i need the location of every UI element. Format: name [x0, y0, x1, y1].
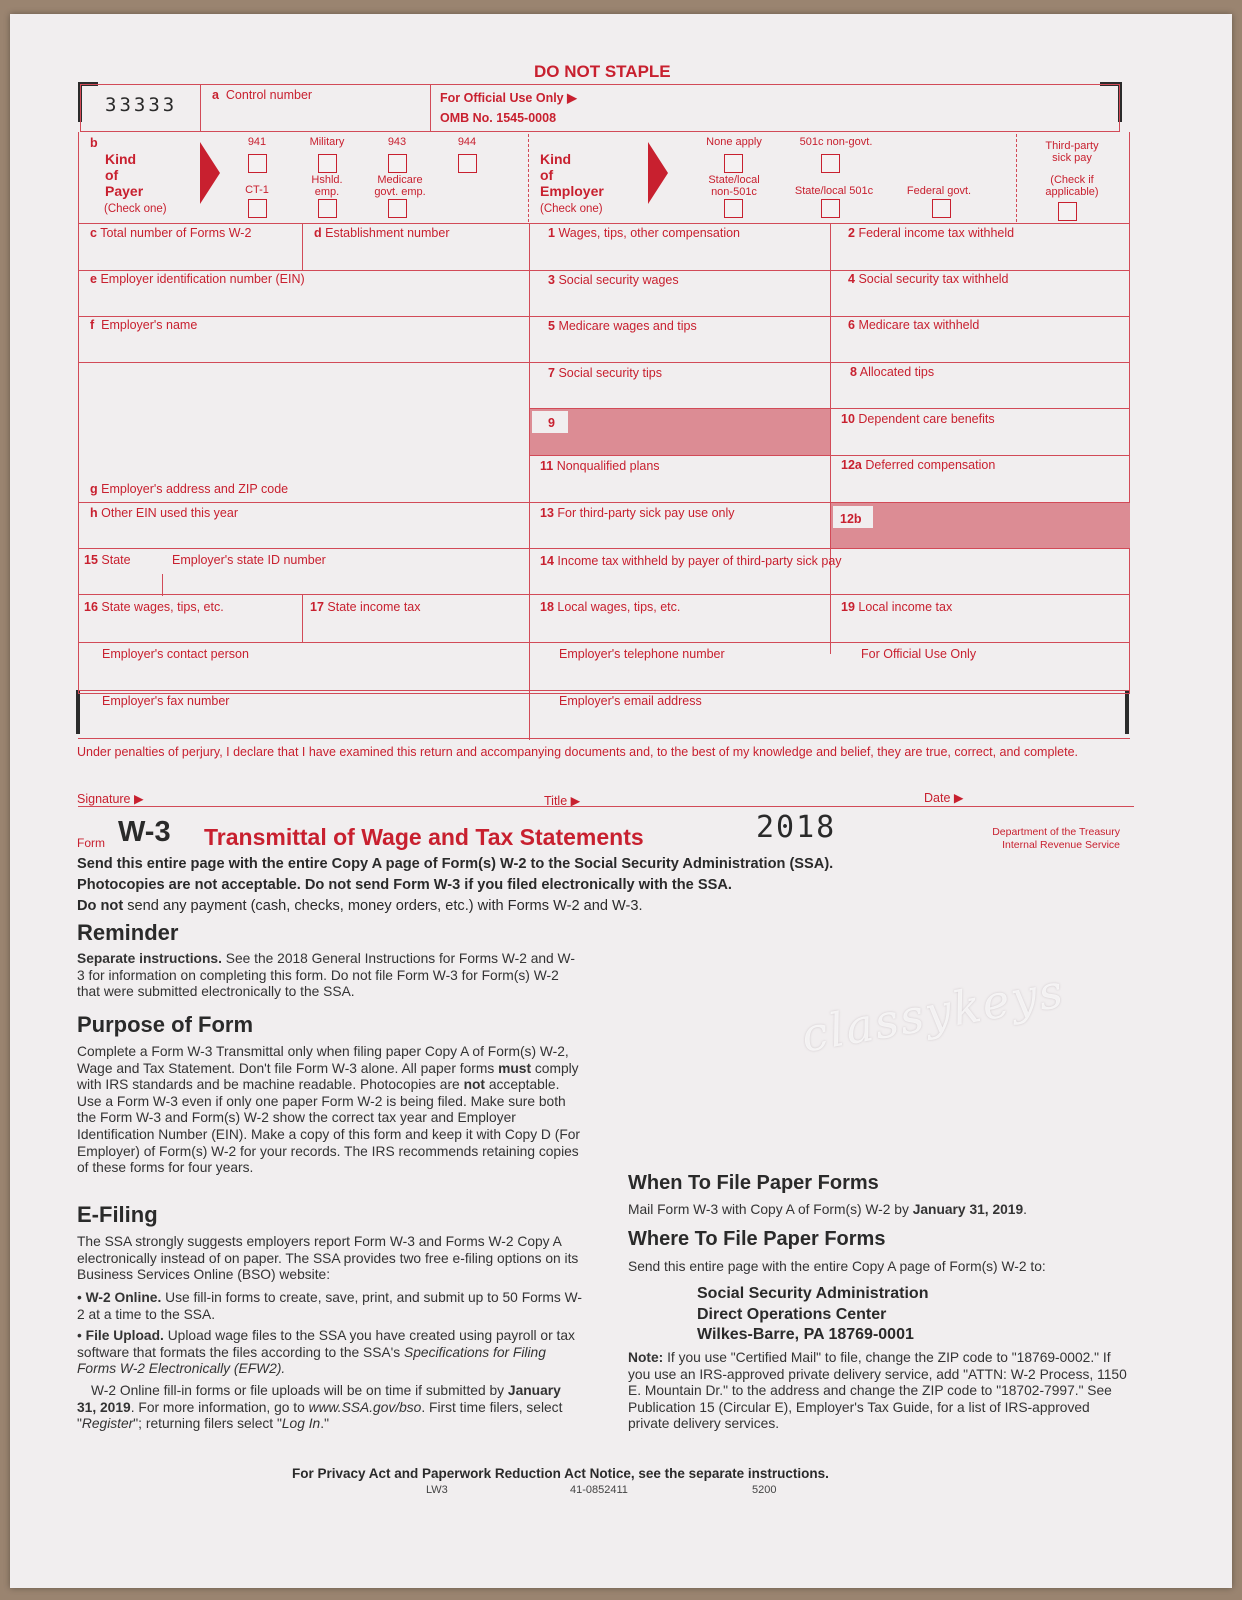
- checkbox-943[interactable]: [388, 154, 407, 173]
- box-12b-label: 12b: [840, 512, 862, 526]
- opt-state-501c-label: State/local 501c: [794, 185, 874, 197]
- efiling-bullet-w2-online: • W-2 Online. Use fill-in forms to create, save, print, and submit up to 50 Forms W-2 at a time to the SSA.: [77, 1290, 582, 1322]
- hline: [78, 690, 1130, 691]
- checkbox-third-party[interactable]: [1058, 202, 1077, 221]
- hline: [529, 270, 1130, 271]
- payer-arrow-icon: [200, 142, 220, 204]
- efiling-intro: The SSA strongly suggests employers report Form W-3 and Forms W-2 Copy A electronically instead of on paper. The SSA provides two free e-filing options on its Business Services Online (BSO) website:: [77, 1234, 579, 1283]
- hline: [78, 502, 530, 503]
- watermark: classykeys: [797, 963, 1069, 1063]
- box-1-label: 1 Wages, tips, other compensation: [548, 226, 741, 240]
- form-number: W-3: [118, 816, 171, 848]
- hline: [78, 642, 1130, 643]
- box-f-label: f Employer's name: [90, 318, 198, 332]
- when-heading: When To File Paper Forms: [628, 1172, 879, 1194]
- where-heading: Where To File Paper Forms: [628, 1228, 886, 1250]
- when-text: Mail Form W-3 with Copy A of Form(s) W-2 by January 31, 2019.: [628, 1202, 1027, 1217]
- hline: [529, 316, 1130, 317]
- opt-state-non501c-label: State/local non-501c: [708, 174, 760, 198]
- box-15-state-id-label: Employer's state ID number: [172, 553, 326, 567]
- opt-none-apply-label: None apply: [706, 136, 762, 148]
- box-b-letter: b: [90, 136, 98, 150]
- form-word: Form: [77, 836, 105, 850]
- title-field[interactable]: Title ▶: [544, 794, 581, 808]
- box-14-label: 14 Income tax withheld by payer of third-party sick pay: [540, 554, 842, 568]
- kind-of-employer-title: Kind of Employer: [540, 151, 604, 199]
- checkbox-state-non501c[interactable]: [724, 199, 743, 218]
- footer-code-catalog: 41-0852411: [570, 1484, 628, 1496]
- box-9-shaded: [530, 409, 830, 455]
- w3-form-page: [10, 14, 1232, 1588]
- box-12b-shaded: [831, 503, 1130, 548]
- box-3-label: 3 Social security wages: [548, 273, 679, 287]
- box-12a-label: 12a Deferred compensation: [841, 458, 996, 472]
- checkbox-501c-nongovt[interactable]: [821, 154, 840, 173]
- official-use-only-label: For Official Use Only: [861, 647, 977, 661]
- email-label: Employer's email address: [559, 694, 702, 708]
- footer-code-lw3: LW3: [426, 1484, 448, 1496]
- where-text: Send this entire page with the entire Copy A page of Form(s) W-2 to:: [628, 1259, 1046, 1274]
- form-title: Transmittal of Wage and Tax Statements: [204, 824, 644, 850]
- hline: [529, 548, 1130, 549]
- divider: [200, 84, 201, 132]
- box-4-label: 4 Social security tax withheld: [848, 272, 1009, 286]
- box-6-label: 6 Medicare tax withheld: [848, 318, 980, 332]
- dashed-divider: [1016, 134, 1017, 222]
- box-d-label: d Establishment number: [314, 226, 450, 240]
- form-code: 33333: [105, 94, 178, 116]
- fax-number-label: Employer's fax number: [102, 694, 230, 708]
- payer-check-one: (Check one): [104, 203, 167, 215]
- opt-941-label: 941: [247, 136, 267, 148]
- box-11-label: 11 Nonqualified plans: [540, 459, 660, 473]
- efiling-heading: E-Filing: [77, 1202, 158, 1227]
- purpose-text: Complete a Form W-3 Transmittal only when filing paper Copy A of Form(s) W-2, Wage and Tax Statement. Don't file Form W-3 alone. All paper forms must comply with IRS standards and be machine readable. Photocopies are not acceptable. Use a Form W-3 even if only one paper Form W-2 is being filed. Make sure both the Form W-3 and Form(s) W-2 show the correct tax year and Employer Identification Number (EIN). Make a copy of this form and keep it with Copy D (For Employer) of Form(s) W-2 for your records. The IRS recommends retaining copies of these forms for four years.: [77, 1044, 581, 1176]
- control-number-label: a Control number: [212, 88, 313, 102]
- box-15-label: 15 State: [84, 553, 131, 567]
- kind-row: [78, 132, 1130, 224]
- box-9-label: 9: [548, 416, 555, 430]
- divider: [162, 574, 163, 596]
- opt-943-label: 943: [387, 136, 407, 148]
- opt-federal-govt-label: Federal govt.: [906, 185, 972, 197]
- divider: [430, 84, 431, 132]
- send-instructions: Send this entire page with the entire Copy A page of Form(s) W-2 to the Social Security Administration (SSA). Photocopies are not acceptable. Do not send Form W-3 if you filed electronically with the SSA. Do not send any payment (cash, checks, money orders, etc.) with Forms W-2 and W-3.: [77, 856, 834, 914]
- box-2-label: 2 Federal income tax withheld: [848, 226, 1015, 240]
- privacy-notice: For Privacy Act and Paperwork Reduction Act Notice, see the separate instructions.: [292, 1466, 829, 1481]
- checkbox-ct1[interactable]: [248, 199, 267, 218]
- divider: [302, 224, 303, 270]
- hline: [78, 270, 530, 271]
- employer-check-one: (Check one): [540, 203, 603, 215]
- box-8-label: 8 Allocated tips: [850, 365, 935, 379]
- signature-line: [78, 806, 1134, 807]
- divider: [302, 594, 303, 642]
- footer-code-5200: 5200: [752, 1484, 777, 1496]
- reminder-text: Separate instructions. See the 2018 General Instructions for Forms W-2 and W-3 for information on completing this form. Do not file Form W-3 for Form(s) W-2 that were submitted electronically to the SSA.: [77, 951, 575, 1000]
- dashed-divider: [528, 134, 529, 222]
- checkbox-hshld[interactable]: [318, 199, 337, 218]
- hline: [529, 362, 1130, 363]
- box-g-label: g Employer's address and ZIP code: [90, 482, 289, 496]
- checkbox-military[interactable]: [318, 154, 337, 173]
- omb-number: OMB No. 1545-0008: [440, 111, 557, 125]
- employer-arrow-icon: [648, 142, 668, 204]
- hline: [78, 548, 530, 549]
- official-use-label: For Official Use Only ▶: [440, 91, 577, 105]
- box-17-label: 17 State income tax: [310, 600, 421, 614]
- corner-mark-br: [1125, 690, 1129, 734]
- corner-mark-bl: [76, 690, 80, 734]
- box-e-label: e Employer identification number (EIN): [90, 272, 305, 286]
- telephone-label: Employer's telephone number: [559, 647, 725, 661]
- efiling-deadline: W-2 Online fill-in forms or file uploads will be on time if submitted by January 31, 2019. For more information, go to www.SSA.gov/bso. First time filers, select "Register"; returning filers select "Log In.": [77, 1383, 563, 1432]
- checkbox-state-501c[interactable]: [821, 199, 840, 218]
- opt-944-label: 944: [457, 136, 477, 148]
- opt-501c-nongovt-label: 501c non-govt.: [799, 136, 873, 148]
- certified-mail-note: Note: If you use "Certified Mail" to file, change the ZIP code to "18769-0002." If you use an IRS-approved private delivery service, add "ATTN: W-2 Process, 1150 E. Mountain Dr." to the address and change the ZIP code to "18702-7997." See Publication 15 (Circular E), Employer's Tax Guide, for a list of IRS-approved private delivery services.: [628, 1350, 1127, 1432]
- divider: [830, 224, 831, 654]
- box-7-label: 7 Social security tips: [548, 366, 662, 380]
- box-c-label: c Total number of Forms W-2: [90, 226, 252, 240]
- checkbox-944[interactable]: [458, 154, 477, 173]
- date-field[interactable]: Date ▶: [924, 791, 964, 805]
- reminder-heading: Reminder: [77, 920, 179, 945]
- opt-hshld-label: Hshld. emp.: [311, 174, 343, 198]
- checkbox-941[interactable]: [248, 154, 267, 173]
- check-if-label: (Check if applicable): [1045, 174, 1099, 198]
- checkbox-none-apply[interactable]: [724, 154, 743, 173]
- box-5-label: 5 Medicare wages and tips: [548, 319, 697, 333]
- box-16-label: 16 State wages, tips, etc.: [84, 600, 224, 614]
- efiling-bullet-file-upload: • File Upload. Upload wage files to the SSA you have created using payroll or tax software that formats the files according to the SSA's Specifications for Filing Forms W-2 Electronically (EFW2).: [77, 1328, 575, 1377]
- perjury-statement: Under penalties of perjury, I declare that I have examined this return and accompanying documents and, to the best of my knowledge and belief, they are true, correct, and complete.: [77, 745, 1079, 759]
- box-19-label: 19 Local income tax: [841, 600, 953, 614]
- do-not-staple: DO NOT STAPLE: [534, 62, 671, 81]
- opt-medicare-label: Medicare govt. emp.: [374, 174, 426, 198]
- hline: [78, 594, 1130, 595]
- box-h-label: h Other EIN used this year: [90, 506, 238, 520]
- dept-treasury: Department of the Treasury Internal Revenue Service: [992, 826, 1120, 851]
- hline: [529, 455, 1130, 456]
- box-18-label: 18 Local wages, tips, etc.: [540, 600, 681, 614]
- ssa-address: Social Security Administration Direct Operations Center Wilkes-Barre, PA 18769-0001: [697, 1285, 929, 1343]
- hline: [78, 738, 1130, 739]
- form-year: 2018: [756, 810, 837, 845]
- signature-field[interactable]: Signature ▶: [77, 792, 144, 806]
- checkbox-medicare-govt[interactable]: [388, 199, 407, 218]
- opt-ct1-label: CT-1: [245, 184, 269, 196]
- hline: [78, 362, 530, 363]
- divider: [529, 224, 530, 740]
- box-10-label: 10 Dependent care benefits: [841, 412, 995, 426]
- opt-military-label: Military: [309, 136, 345, 148]
- checkbox-federal-govt[interactable]: [932, 199, 951, 218]
- hline: [78, 316, 530, 317]
- third-party-label: Third-party sick pay: [1045, 140, 1099, 164]
- contact-person-label: Employer's contact person: [102, 647, 249, 661]
- box-13-label: 13 For third-party sick pay use only: [540, 506, 735, 520]
- kind-of-payer-title: Kind of Payer: [105, 151, 144, 199]
- purpose-heading: Purpose of Form: [77, 1012, 254, 1037]
